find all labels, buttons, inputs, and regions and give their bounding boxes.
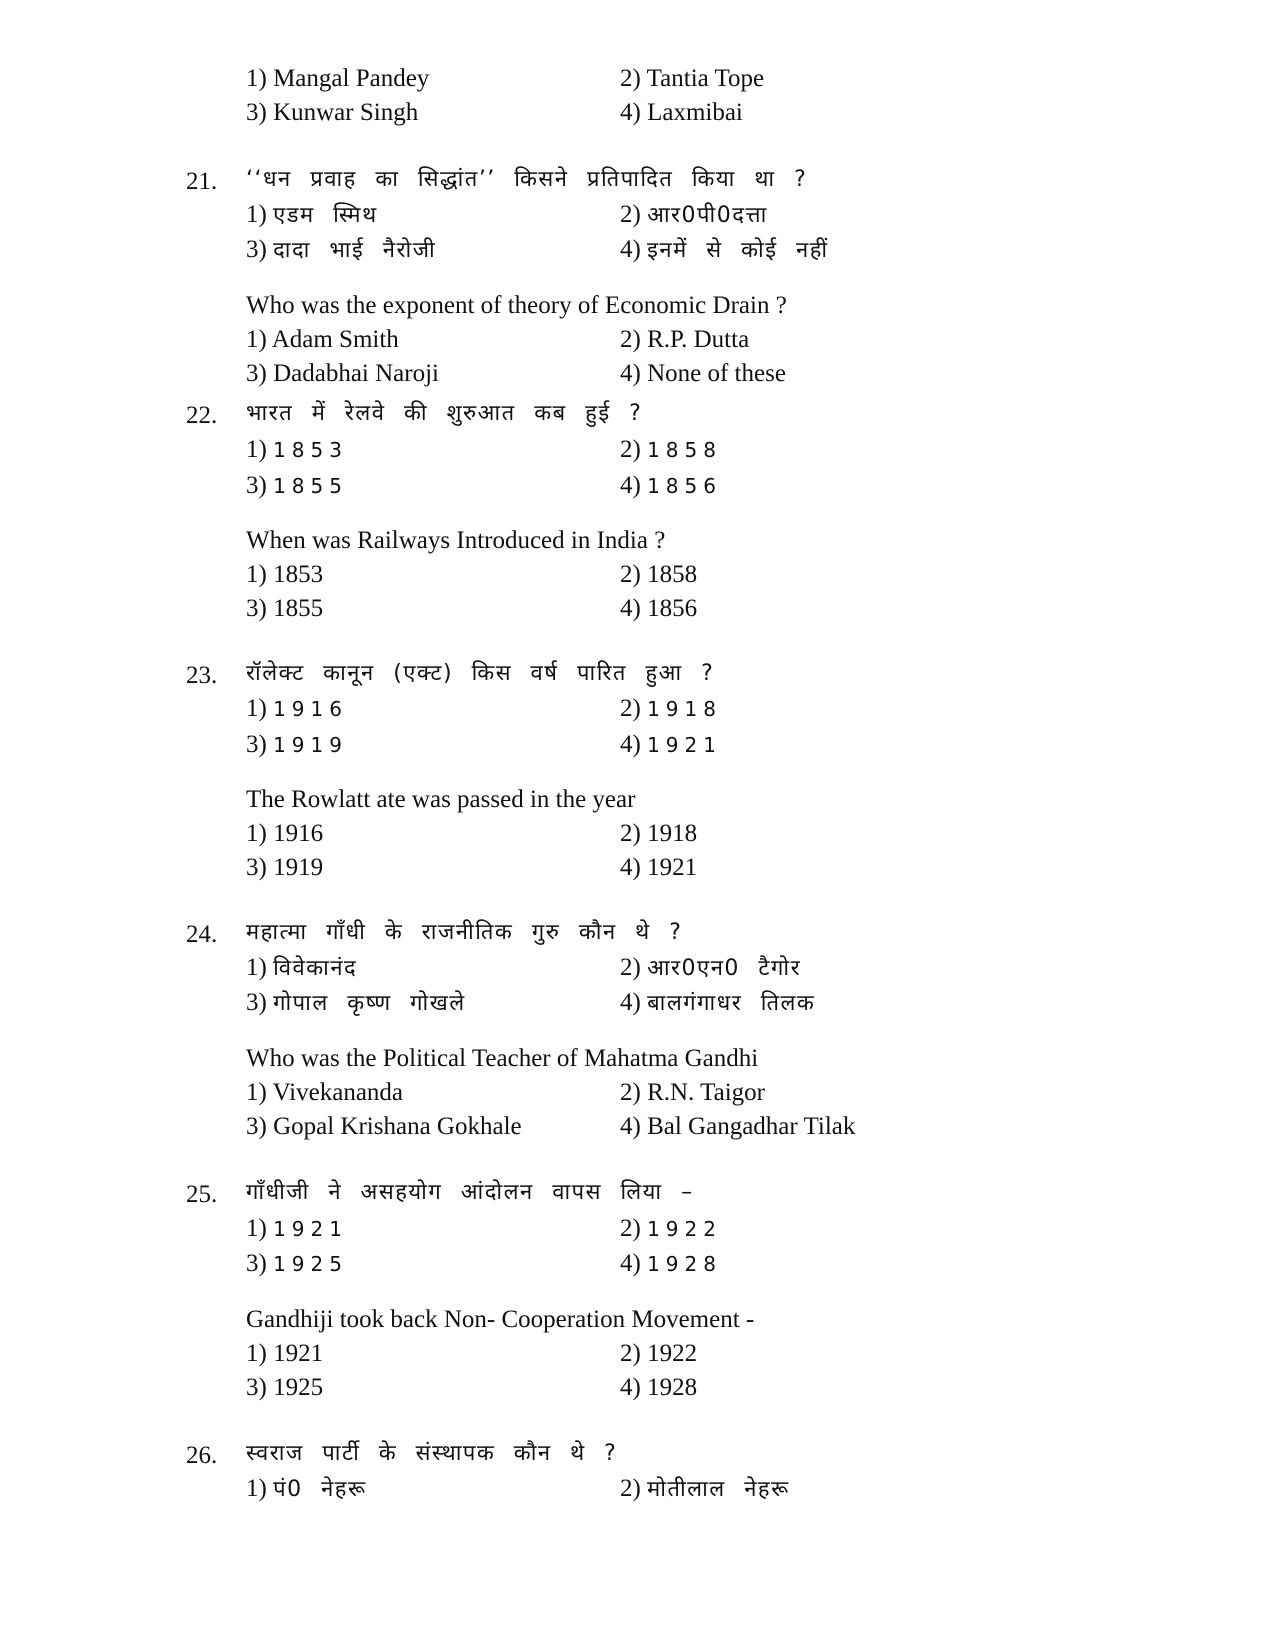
english-option-3: 3) Dadabhai Naroji [246,360,439,387]
option-prefix: 1) [246,436,274,463]
hindi-option-4 [620,988,815,1019]
hindi-option-1 [246,200,378,231]
option-text: मोतीलाल नेहरू [647,1477,790,1502]
hindi-question: भारत में रेलवे की शुरुआत कब हुई ? [246,401,643,426]
english-option-2: 2) 1922 [620,1340,698,1367]
hindi-option-3 [246,471,348,501]
hindi-option-3 [246,730,348,760]
hindi-question: महात्मा गाँधी के राजनीतिक गुरु कौन थे ? [246,920,683,945]
english-option-1: 1) 1921 [246,1340,324,1367]
hindi-option-2 [620,953,801,984]
english-question: Gandhiji took back Non- Cooperation Movement - [246,1306,755,1333]
option-text: 1919 [273,733,348,757]
option-text: 1916 [273,697,348,721]
option-prefix: 1) [246,201,274,228]
option-text: एडम स्मिथ [273,203,378,228]
hindi-option-2 [620,694,722,724]
option-text: 1858 [647,438,722,462]
hindi-option-3 [246,1249,348,1279]
hindi-option-1 [246,694,348,724]
option-prefix: 2) [620,436,648,463]
english-option-1: 1) Adam Smith [246,326,399,353]
option-text: विवेकानंद [273,956,358,981]
english-option-3: 3) Gopal Krishana Gokhale [246,1113,522,1140]
option-prefix: 4) [620,1250,648,1277]
hindi-question: रॉलेक्ट कानून (एक्ट) किस वर्ष पारित हुआ ? [246,661,715,686]
english-option-1: 1) 1853 [246,561,324,588]
option-text: 1918 [647,697,722,721]
option-text: 1853 [273,438,348,462]
hindi-option-1 [246,435,348,465]
option-text: 1855 [273,474,348,498]
option-prefix: 2) [620,1215,648,1242]
option-prefix: 3) [246,236,274,263]
option-prefix: 2) [620,201,648,228]
hindi-option-2 [620,1474,790,1505]
english-option-3: 3) 1855 [246,595,324,622]
hindi-option-3 [246,988,466,1019]
english-option-3: 3) 1919 [246,854,324,881]
option-text: 1925 [273,1252,348,1276]
hindi-option-4 [620,1249,722,1279]
option-prefix: 3) [246,989,274,1016]
english-option-4: 4) Bal Gangadhar Tilak [620,1113,856,1140]
option-text: पं0 नेहरू [273,1477,367,1502]
hindi-option-1 [246,1214,348,1244]
option-prefix: 2) [620,1475,648,1502]
option-prefix: 4) [620,731,648,758]
option-text: गोपाल कृष्ण गोखले [273,991,466,1016]
english-option-2: 2) 1858 [620,561,698,588]
option-prefix: 3) [246,1250,274,1277]
hindi-option-2 [620,1214,722,1244]
option-prefix: 1) [246,1215,274,1242]
option-2: 2) Tantia Tope [620,65,765,92]
option-text: आर0पी0दत्ता [647,203,768,228]
hindi-option-4 [620,235,829,266]
option-prefix: 4) [620,236,648,263]
question-number: 25. [186,1181,218,1208]
option-prefix: 1) [246,695,274,722]
english-question: The Rowlatt ate was passed in the year [246,786,636,813]
option-prefix: 4) [620,989,648,1016]
hindi-option-4 [620,730,722,760]
english-option-1: 1) 1916 [246,820,324,847]
option-text: 1922 [647,1217,722,1241]
option-3: 3) Kunwar Singh [246,99,419,126]
english-option-4: 4) 1921 [620,854,698,881]
option-text: इनमें से कोई नहीं [647,238,829,263]
hindi-question: स्वराज पार्टी के संस्थापक कौन थे ? [246,1441,618,1466]
option-text: 1921 [273,1217,348,1241]
option-text: 1928 [647,1252,722,1276]
option-prefix: 2) [620,954,648,981]
english-option-3: 3) 1925 [246,1374,324,1401]
question-number: 23. [186,662,218,689]
english-option-4: 4) 1856 [620,595,698,622]
english-option-2: 2) 1918 [620,820,698,847]
english-option-4: 4) 1928 [620,1374,698,1401]
english-option-1: 1) Vivekananda [246,1079,404,1106]
option-prefix: 3) [246,472,274,499]
hindi-question: ‘‘धन प्रवाह का सिद्धांत’’ किसने प्रतिपादित किया था ? [246,167,808,192]
option-text: दादा भाई नैरोजी [273,238,437,263]
option-text: 1856 [647,474,722,498]
question-number: 26. [186,1442,218,1469]
english-option-4: 4) None of these [620,360,786,387]
question-number: 22. [186,402,218,429]
option-text: आर0एन0 टैगोर [647,956,802,981]
english-question: When was Railways Introduced in India ? [246,527,666,554]
option-prefix: 2) [620,695,648,722]
hindi-option-2 [620,200,768,231]
hindi-option-1 [246,1474,367,1505]
option-prefix: 1) [246,1475,274,1502]
option-4: 4) Laxmibai [620,99,743,126]
english-option-2: 2) R.P. Dutta [620,326,750,353]
english-question: Who was the exponent of theory of Economic Drain ? [246,292,787,319]
question-number: 24. [186,921,218,948]
hindi-option-1 [246,953,357,984]
option-prefix: 3) [246,731,274,758]
option-text: 1921 [647,733,722,757]
question-number: 21. [186,168,218,195]
option-1: 1) Mangal Pandey [246,65,430,92]
hindi-option-3 [246,235,436,266]
hindi-question: गाँधीजी ने असहयोग आंदोलन वापस लिया – [246,1180,694,1205]
option-prefix: 1) [246,954,274,981]
english-question: Who was the Political Teacher of Mahatma Gandhi [246,1045,759,1072]
option-prefix: 4) [620,472,648,499]
option-text: बालगंगाधर तिलक [647,991,816,1016]
hindi-option-2 [620,435,722,465]
hindi-option-4 [620,471,722,501]
english-option-2: 2) R.N. Taigor [620,1079,765,1106]
